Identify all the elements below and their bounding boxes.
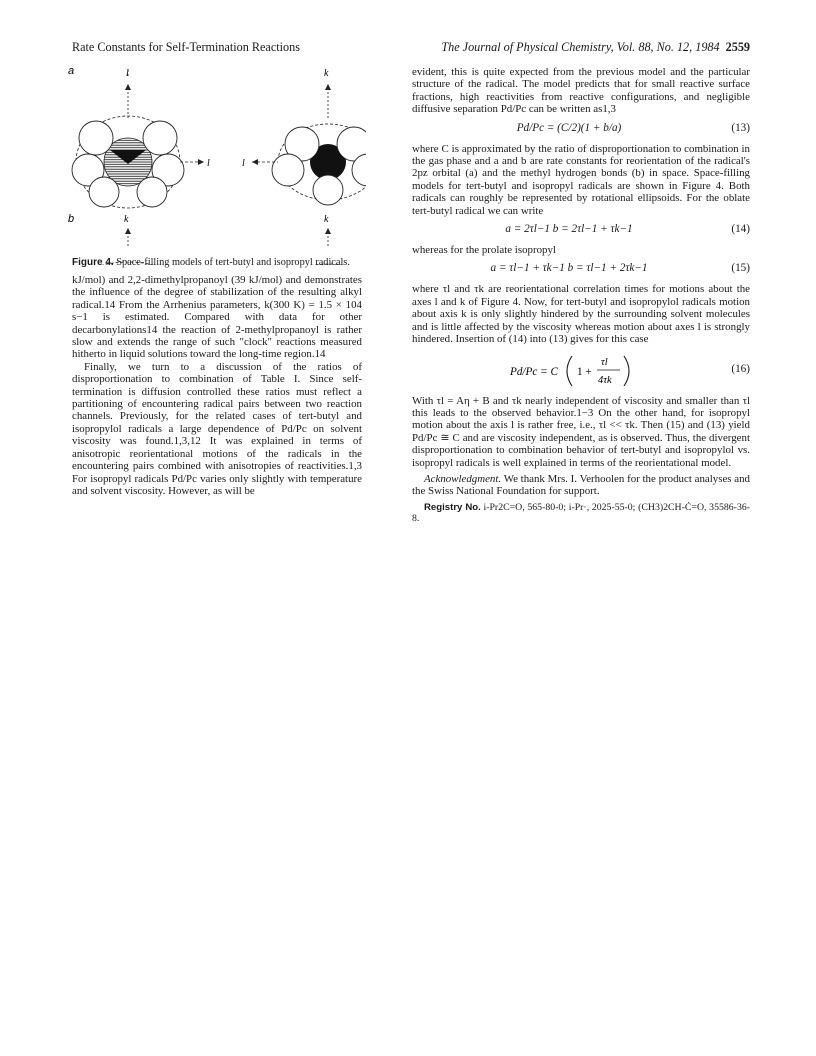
journal-citation: The Journal of Physical Chemistry, Vol. 88, No. 12, 1984 2559 (441, 40, 750, 54)
equation-16-number: (16) (731, 362, 750, 375)
equation-13-body: Pd/Pc = (C/2)(1 + b/a) (516, 121, 622, 134)
running-header (72, 40, 750, 56)
svg-text:l: l (242, 158, 245, 169)
equation-13-number: (13) (731, 121, 750, 134)
equation-15-number: (15) (731, 262, 750, 275)
paragraph-right-3: whereas for the prolate isopropyl (412, 244, 556, 257)
panel-label-a: a (68, 65, 75, 77)
model-a-left (72, 68, 210, 208)
equation-16-denominator: 4τk (598, 374, 612, 386)
svg-text:k: k (124, 214, 129, 225)
axis-label-k: k (324, 68, 329, 79)
svg-text:l: l (207, 158, 210, 169)
figure-4 (66, 60, 366, 265)
figure-caption-label: Figure 4. (72, 257, 114, 268)
equation-14 (412, 223, 750, 239)
equation-14-body: a = 2τl−1 b = 2τl−1 + τk−1 (505, 223, 633, 236)
equation-16 (412, 352, 750, 390)
equation-16-body (412, 352, 726, 390)
left-column (72, 274, 362, 497)
space-filling-models-drawing (66, 60, 366, 265)
paragraph-right-5: With τl = Aη + B and τk nearly independent of viscosity and smaller than τl this leads to the observed behavior.1−3 On the other hand, for isopropyl motion about the axis l is rather free, i.e., τl << τk. Then (15) and (13) yield Pd/Pc ≅ C and are viscosity independent, as is observed. Thus, the divergent disproportionation to combination behavior of tert-butyl and isopropylol vs. isopropyl radicals is well explained in terms of the reorientational model. (412, 394, 750, 469)
equation-16-numerator: τl (601, 356, 608, 368)
registry-text: i-Pr2C=O, 565-80-0; i-Pr·, 2025-55-0; (CH3)2CH-Ċ=O, 35586-36-8. (412, 501, 750, 525)
panel-label-b: b (68, 213, 75, 225)
right-column (412, 66, 750, 525)
figure-caption (72, 257, 367, 268)
figure-caption-text: Space-filling models of tert-butyl and isopropyl radicals. (116, 257, 350, 268)
model-a-right (242, 68, 366, 205)
svg-text:k: k (324, 214, 329, 225)
svg-text:Pd/Pc = C: Pd/Pc = C (510, 365, 558, 378)
registry-numbers (412, 502, 750, 525)
paragraph-right-2: where C is approximated by the ratio of disproportionation to combination in the gas phase and a and b are rate constants for reorientation of the radical's 2pz orbital (a) and the methyl hydrogen bonds (b) in space. Space-filling models for tert-butyl and isopropyl radicals are shown in Figure 4. Both radicals can roughly be represented by rotational ellipsoids. For the oblate tert-butyl radical we can write (412, 142, 750, 217)
paragraph-left-2: Finally, we turn to a discussion of the ratios of disproportionation to combination of Table I. Since self-termination is diffusion controlled these ratios must reflect a partitioning of encountering radical pairs between two reaction channels. Previously, for the related cases of tert-butyl and isopropylol radicals a large dependence of Pd/Pc on solvent viscosity was found.1,3,12 It was explained in terms of anisotropic reorientational motions of the radicals in the encountering pairs combined with anisotropies of reactivities.1,3 For isopropyl radicals Pd/Pc varies only slightly with temperature and solvent viscosity. However, as will be (72, 360, 362, 497)
acknowledgment-text: We thank Mrs. I. Verhoolen for the product analyses and the Swiss National Foundation for support. (412, 472, 750, 498)
svg-text:1 +: 1 + (577, 365, 592, 378)
page-number: 2559 (725, 40, 750, 54)
acknowledgment (412, 473, 750, 498)
equation-15-body: a = τl−1 + τk−1 b = τl−1 + 2τk−1 (490, 262, 648, 275)
registry-label: Registry No. (424, 501, 481, 513)
axis-label-l: l (126, 68, 129, 79)
running-title: Rate Constants for Self-Termination Reactions (72, 40, 300, 54)
acknowledgment-label: Acknowledgment. (424, 472, 502, 485)
paragraph-right-1: evident, this is quite expected from the previous model and the particular structure of the radical. The model predicts that for small reactive surface fractions, high reactivities from reactive configurations, and negligible diffusive separation Pd/Pc can be written as1,3 (412, 66, 750, 116)
paragraph-right-4: where τl and τk are reorientational correlation times for motions about the axes l and k of Figure 4. Now, for tert-butyl and isopropylol radicals motion about axis k is only slightly hindered by the surrounding solvent molecules and is little affected by the viscosity whereas motion about axes l is strongly hindered. Insertion of (14) into (13) gives for this case (412, 283, 750, 346)
paragraph-left-1: kJ/mol) and 2,2-dimethylpropanoyl (39 kJ/mol) and demonstrates the influence of the degree of stabilization of the resulting alkyl radical.14 From the Arrhenius parameters, k(300 K) = 1.5 × 104 s−1 is estimated. Compared with data for other decarbonylations14 the reaction of 2-methylpropanoyl is rather slow and extends the range of such "clock" reactions measured hitherto in liquid solutions toward the long-time region.14 (72, 274, 362, 361)
equation-14-number: (14) (731, 223, 750, 236)
equation-13 (412, 122, 750, 138)
equation-15 (412, 262, 750, 278)
